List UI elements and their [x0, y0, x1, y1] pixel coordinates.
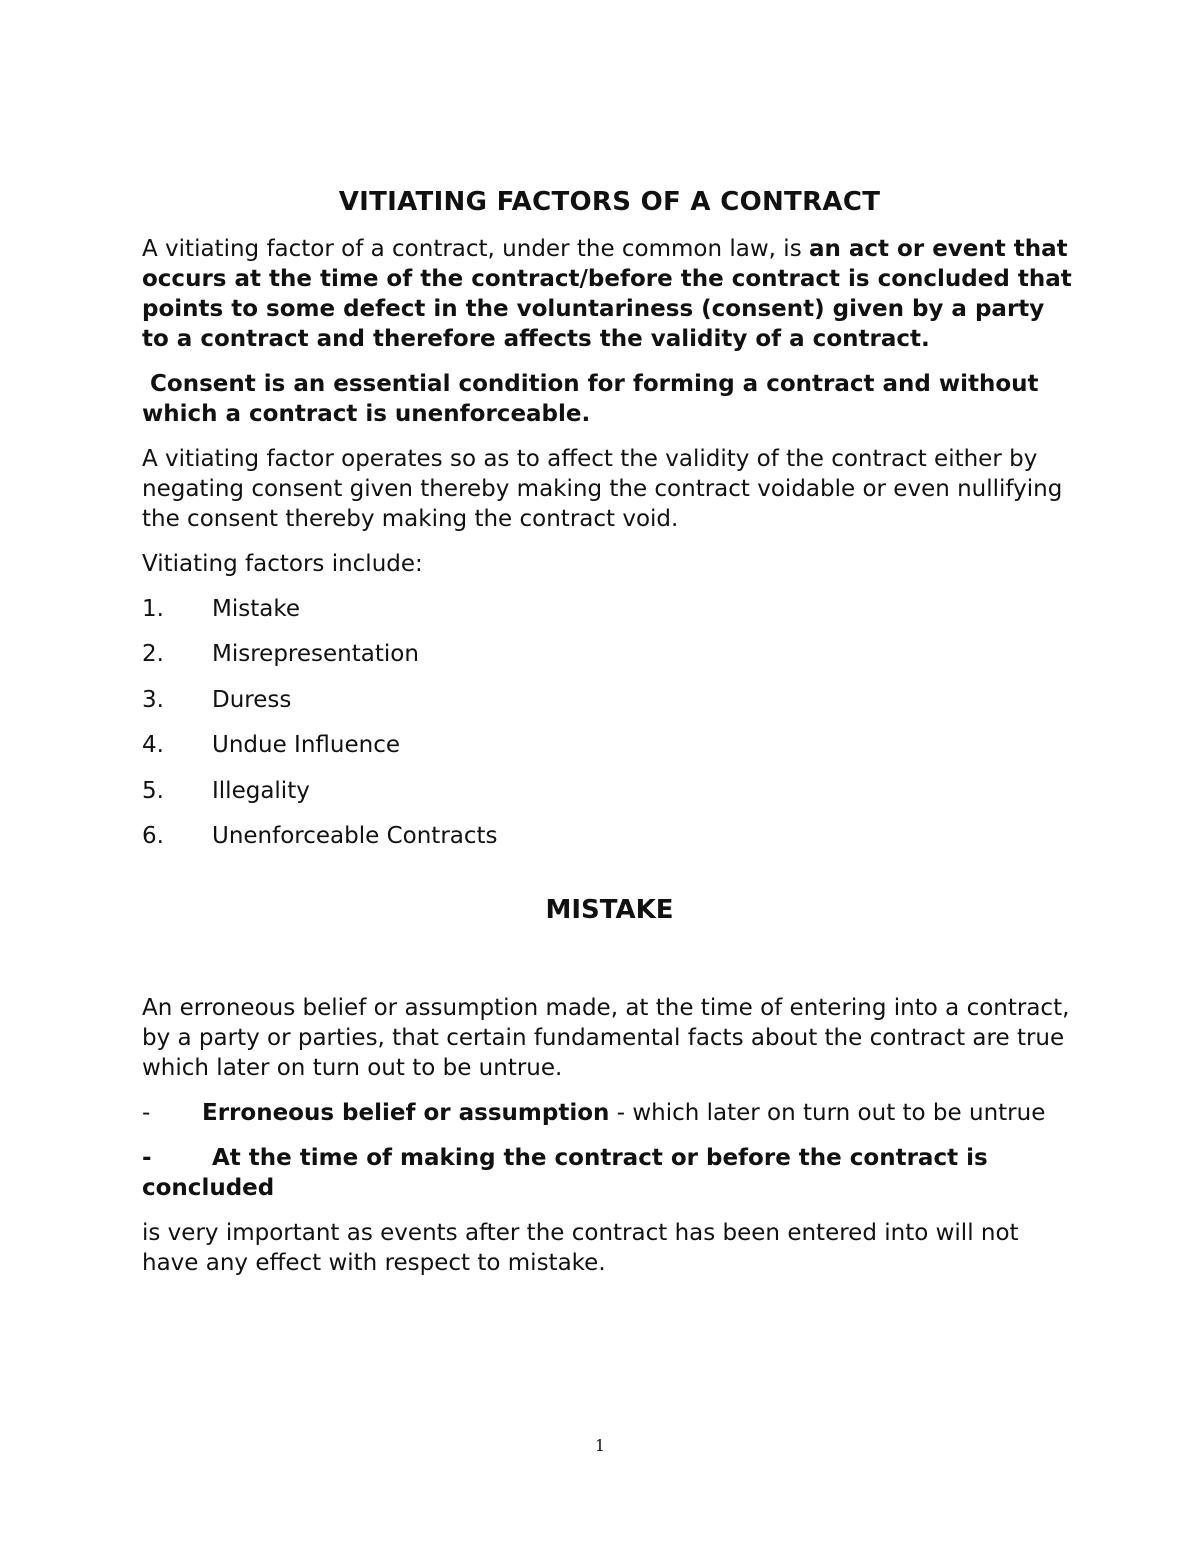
point-bold: At the time of making the contract or before the contract is concluded [142, 1144, 988, 1201]
list-label: Illegality [212, 777, 310, 804]
intro-lead: A vitiating factor of a contract, under the common law, is [142, 236, 809, 262]
list-label: Undue Influence [212, 732, 400, 759]
list-number: 1. [142, 596, 164, 622]
list-label: Misrepresentation [212, 641, 419, 668]
list-item [142, 730, 1077, 760]
dash-bullet: - [142, 1099, 151, 1126]
consent-paragraph: Consent is an essential condition for forming a contract and without which a contract is unenforceable. [142, 371, 1047, 427]
list-number: 5. [142, 777, 164, 804]
mistake-heading: MISTAKE [545, 894, 674, 925]
vitiating-factors-list [142, 594, 1077, 851]
list-label: Mistake [212, 596, 300, 622]
intro-bold: an act or event that occurs at the time of the contract/before the contract is concluded that points to some defect in the voluntariness (consent) given by a party to a contract and therefore affects the validity of a contract. [142, 236, 1072, 352]
list-item [142, 639, 1077, 669]
dash-bullet: - [142, 1144, 152, 1171]
intro-paragraph [142, 234, 1077, 354]
list-item [142, 594, 1077, 624]
list-item [142, 821, 1077, 851]
list-number: 2. [142, 641, 164, 668]
list-intro: Vitiating factors include: [142, 551, 423, 577]
mistake-closing: is very important as events after the contract has been entered into will not have any effect with respect to mistake. [142, 1219, 1019, 1276]
list-label: Unenforceable Contracts [212, 822, 498, 849]
mistake-definition: An erroneous belief or assumption made, at the time of entering into a contract, by a party or parties, that certain fundamental facts about the contract are true which later on turn out to be untrue. [142, 994, 1070, 1081]
document-title: VITIATING FACTORS OF A CONTRACT [338, 187, 881, 217]
list-item [142, 776, 1077, 806]
operates-paragraph: A vitiating factor operates so as to affect the validity of the contract either by negating consent given thereby making the contract voidable or even nullifying the consent thereby making the contract void. [142, 446, 1063, 532]
mistake-point-erroneous-belief [142, 1098, 1077, 1128]
point-rest: - which later on turn out to be untrue [609, 1099, 1046, 1126]
list-number: 4. [142, 732, 164, 759]
page-number: 1 [594, 1436, 606, 1455]
page-content [142, 184, 1077, 1293]
point-bold: Erroneous belief or assumption [202, 1099, 610, 1126]
mistake-point-time-of-contract [142, 1143, 1077, 1203]
list-number: 6. [142, 822, 164, 849]
list-label: Duress [212, 686, 292, 713]
list-item [142, 685, 1077, 715]
list-number: 3. [142, 686, 164, 713]
